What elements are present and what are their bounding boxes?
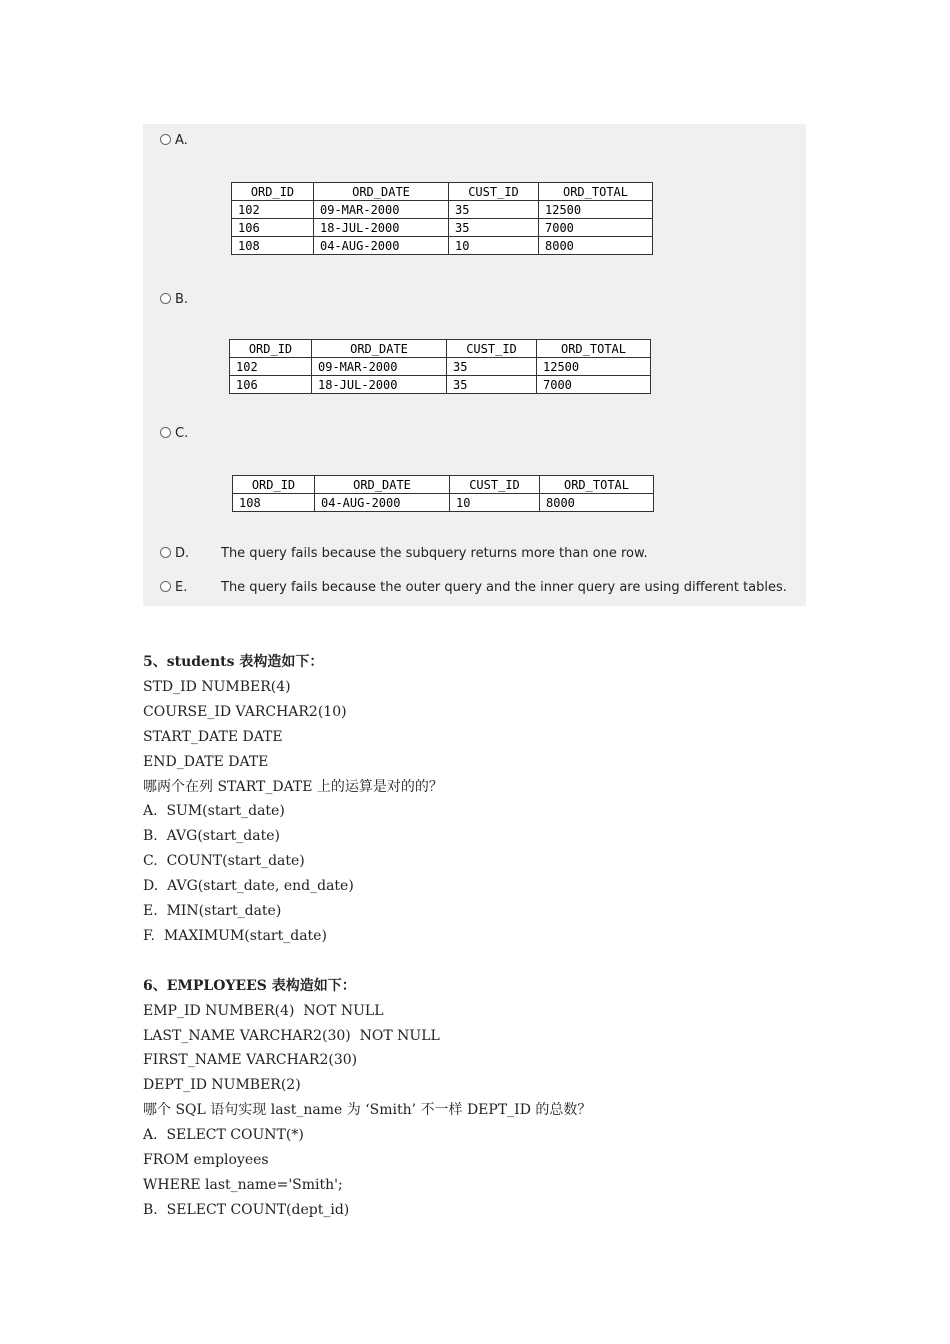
cell: 7000 [537,376,651,394]
spacer [143,949,591,974]
option-d-label: D. [175,546,190,561]
radio-b[interactable] [160,293,171,304]
q6-line: FIRST_NAME VARCHAR2(30) [143,1052,358,1069]
option-a-table [231,182,653,255]
cell: 106 [230,376,312,394]
cell: 18-JUL-2000 [314,219,449,237]
q5-choice: E. MIN(start_date) [143,903,282,920]
q6-line: LAST_NAME VARCHAR2(30) NOT NULL [143,1027,440,1044]
q6-line: EMP_ID NUMBER(4) NOT NULL [143,1002,384,1019]
table-row [233,494,654,512]
option-b-label: B. [175,292,189,307]
option-c-table [232,475,654,512]
q6-question: 哪个 SQL 语句实现 last_name 为 ‘Smith’ 不一样 DEPT_ID 的总数？ [143,1102,592,1119]
q5-title: 5、students 表构造如下： [143,654,324,670]
cell: 12500 [537,358,651,376]
radio-e[interactable] [160,581,171,592]
option-b[interactable] [160,292,188,307]
col-header: CUST_ID [447,340,537,358]
col-header: ORD_DATE [312,340,447,358]
cell: 10 [450,494,540,512]
option-e-text: The query fails because the outer query and the inner query are using different tables. [221,580,787,595]
col-header: CUST_ID [449,183,539,201]
q5-choice: B. AVG(start_date) [143,828,280,845]
table-row [232,219,653,237]
table-row [230,358,651,376]
cell: 8000 [539,237,653,255]
cell: 7000 [539,219,653,237]
cell: 04-AUG-2000 [315,494,450,512]
cell: 12500 [539,201,653,219]
cell: 18-JUL-2000 [312,376,447,394]
col-header: ORD_ID [230,340,312,358]
document-body [143,650,591,1223]
col-header: ORD_DATE [314,183,449,201]
option-e-label: E. [175,580,188,595]
radio-a[interactable] [160,134,171,145]
option-d-text: The query fails because the subquery returns more than one row. [221,546,648,561]
q5-choice: D. AVG(start_date, end_date) [143,878,354,895]
cell: 09-MAR-2000 [312,358,447,376]
cell: 35 [447,376,537,394]
q5-choice: C. COUNT(start_date) [143,853,305,870]
q5-line: START_DATE DATE [143,728,283,745]
cell: 35 [447,358,537,376]
col-header: ORD_ID [232,183,314,201]
radio-d[interactable] [160,547,171,558]
option-b-table [229,339,651,394]
option-c[interactable] [160,426,188,441]
radio-c[interactable] [160,427,171,438]
q6-choice: FROM employees [143,1152,269,1169]
cell: 102 [230,358,312,376]
col-header: ORD_DATE [315,476,450,494]
cell: 108 [232,237,314,255]
cell: 106 [232,219,314,237]
q6-choice: WHERE last_name='Smith'; [143,1177,343,1194]
table-row [232,237,653,255]
cell: 35 [449,219,539,237]
cell: 102 [232,201,314,219]
col-header: CUST_ID [450,476,540,494]
option-d[interactable] [160,546,648,561]
q5-line: STD_ID NUMBER(4) [143,678,291,695]
col-header: ORD_TOTAL [540,476,654,494]
q5-line: END_DATE DATE [143,753,269,770]
option-a[interactable] [160,133,188,148]
col-header: ORD_TOTAL [539,183,653,201]
cell: 04-AUG-2000 [314,237,449,255]
table-row [232,201,653,219]
col-header: ORD_ID [233,476,315,494]
cell: 8000 [540,494,654,512]
q6-choice: A. SELECT COUNT(*) [143,1127,304,1144]
q5-choice: A. SUM(start_date) [143,803,285,820]
table-row [230,376,651,394]
q5-line: COURSE_ID VARCHAR2(10) [143,703,347,720]
q6-title: 6、EMPLOYEES 表构造如下： [143,977,356,994]
cell: 10 [449,237,539,255]
q6-choice: B. SELECT COUNT(dept_id) [143,1201,350,1218]
cell: 09-MAR-2000 [314,201,449,219]
option-a-label: A. [175,133,188,148]
option-e[interactable] [160,580,787,595]
col-header: ORD_TOTAL [537,340,651,358]
q5-question: 哪两个在列 START_DATE 上的运算是对的的？ [143,778,443,795]
option-c-label: C. [175,426,189,441]
q5-choice: F. MAXIMUM(start_date) [143,927,327,944]
q6-line: DEPT_ID NUMBER(2) [143,1077,301,1094]
cell: 35 [449,201,539,219]
cell: 108 [233,494,315,512]
